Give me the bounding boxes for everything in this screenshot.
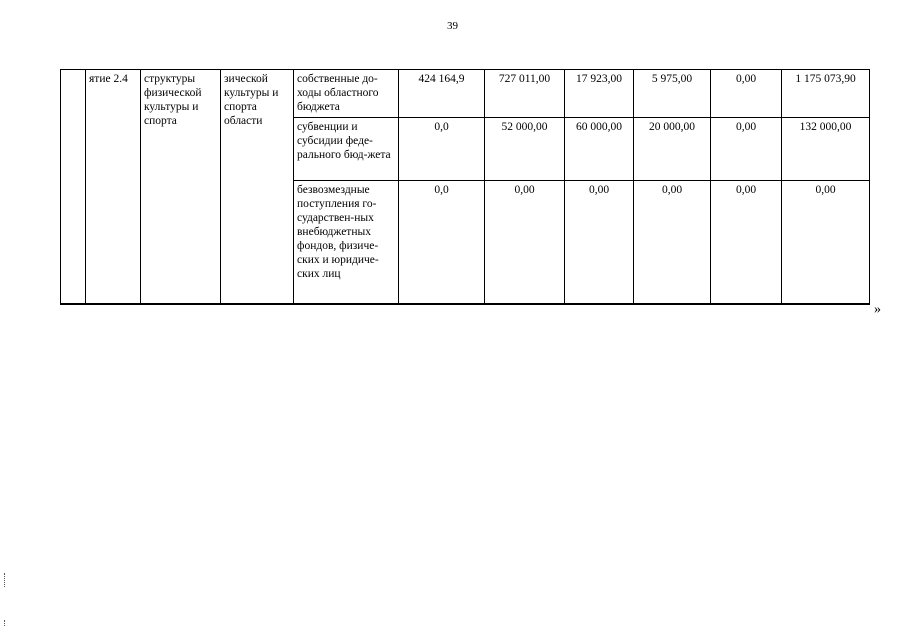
value-cell: 0,00	[711, 70, 782, 118]
department-cell: зической культуры и спорта области	[221, 70, 294, 304]
total-cell: 1 175 073,90	[782, 70, 870, 118]
value-cell: 5 975,00	[634, 70, 711, 118]
value-cell: 0,00	[485, 181, 565, 304]
value-cell: 424 164,9	[399, 70, 485, 118]
budget-table	[60, 69, 870, 305]
value-cell: 0,0	[399, 118, 485, 181]
total-cell: 132 000,00	[782, 118, 870, 181]
value-cell: 727 011,00	[485, 70, 565, 118]
value-cell: 0,0	[399, 181, 485, 304]
value-cell: 0,00	[565, 181, 634, 304]
table-bottom-rule	[61, 304, 870, 305]
bottom-rule-cell	[61, 304, 870, 305]
value-cell: 60 000,00	[565, 118, 634, 181]
funding-source-cell: собственные до-ходы областного бюджета	[294, 70, 399, 118]
value-cell: 0,00	[711, 118, 782, 181]
value-cell: 20 000,00	[634, 118, 711, 181]
scan-edge-mark	[4, 573, 7, 587]
funding-source-cell: безвозмездные поступления го-сударствен-ных внебюджетных фондов, физиче-ских и юридиче-ских лиц	[294, 181, 399, 304]
executor-cell: структуры физической культуры и спорта	[141, 70, 221, 304]
event-number-cell: ятие 2.4	[86, 70, 141, 304]
table-row	[61, 70, 870, 118]
closing-quote-mark: »	[874, 302, 881, 317]
page-number: 39	[447, 20, 458, 32]
scan-edge-mark	[4, 620, 7, 626]
blank-cell	[61, 70, 86, 304]
value-cell: 0,00	[711, 181, 782, 304]
total-cell: 0,00	[782, 181, 870, 304]
value-cell: 17 923,00	[565, 70, 634, 118]
funding-source-cell: субвенции и субсидии феде-рального бюд-жета	[294, 118, 399, 181]
value-cell: 0,00	[634, 181, 711, 304]
value-cell: 52 000,00	[485, 118, 565, 181]
